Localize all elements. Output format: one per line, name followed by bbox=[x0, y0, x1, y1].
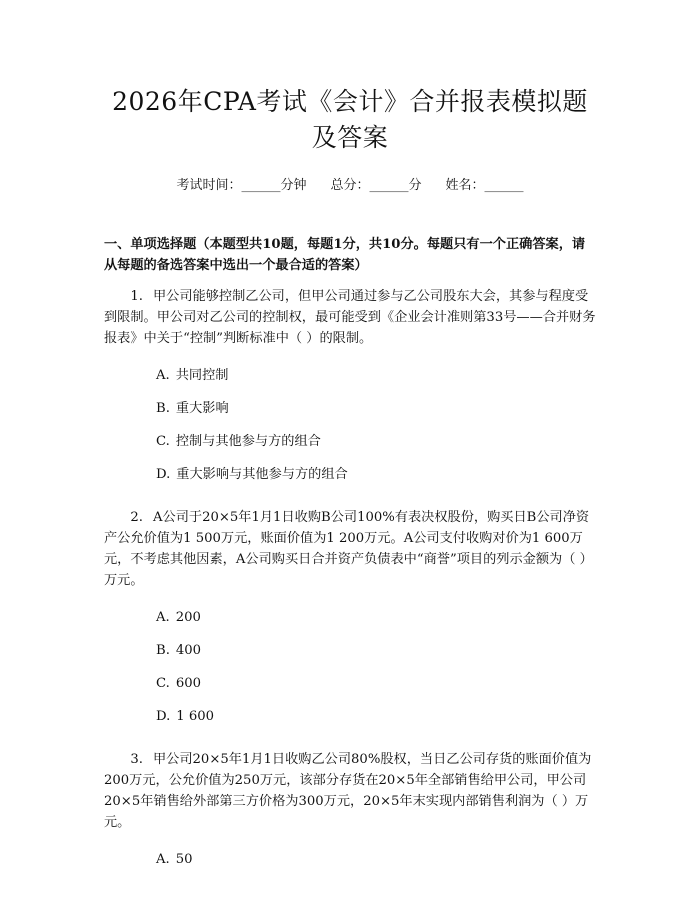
option-d[interactable] bbox=[104, 707, 596, 727]
spacer bbox=[104, 727, 596, 739]
question-text: 甲公司20×5年1月1日收购乙公司80%股权，当日乙公司存货的账面价值为200万元，公允价值为250万元，该部分存货在20×5年全部销售给甲公司，甲公司20×5年销售给外部第三方价格为300万元，20×5年末实现内部销售利润为（ ）万元。 bbox=[104, 752, 592, 830]
option-label: D. bbox=[156, 467, 171, 482]
exam-time: 考试时间：______分钟 bbox=[176, 178, 307, 193]
option-text: 控制与其他参与方的组合 bbox=[175, 434, 321, 449]
option-text: 重大影响与其他参与方的组合 bbox=[176, 467, 348, 482]
option-label: A. bbox=[156, 852, 170, 867]
question-number: 3. bbox=[130, 752, 143, 767]
option-b[interactable] bbox=[104, 399, 596, 419]
option-label: B. bbox=[156, 401, 170, 416]
section-heading: 一、单项选择题（本题型共10题，每题1分，共10分。每题只有一个正确答案，请从每题的备选答案中选出一个最合适的答案） bbox=[104, 237, 586, 273]
option-c[interactable] bbox=[104, 674, 596, 694]
option-label: C. bbox=[156, 434, 170, 449]
option-text: 重大影响 bbox=[175, 401, 229, 416]
exam-name: 姓名：______ bbox=[445, 178, 524, 193]
option-b[interactable] bbox=[104, 641, 596, 661]
option-a[interactable] bbox=[104, 608, 596, 628]
question-text: A公司于20×5年1月1日收购B公司100%有表决权股份，购买日B公司净资产公允价值为1 500万元，账面价值为1 200万元。A公司支付收购对价为1 600万元，不考虑其他因素，A公司购买日合并资产负债表中“商誉”项目的列示金额为（ ）万元。 bbox=[104, 510, 593, 588]
option-a[interactable] bbox=[104, 366, 596, 386]
question-1 bbox=[104, 286, 596, 349]
option-label: B. bbox=[156, 643, 170, 658]
option-d[interactable] bbox=[104, 465, 596, 485]
question-number: 2. bbox=[130, 510, 143, 525]
option-text: 50 bbox=[175, 852, 193, 867]
option-text: 400 bbox=[175, 643, 202, 658]
option-text: 600 bbox=[175, 676, 201, 691]
question-3-options bbox=[104, 850, 596, 870]
document-title: 2026年CPA考试《会计》合并报表模拟题及答案 bbox=[112, 87, 588, 152]
question-number: 1. bbox=[130, 289, 143, 304]
option-text: 200 bbox=[175, 610, 201, 625]
option-label: C. bbox=[156, 676, 170, 691]
question-2-options bbox=[104, 608, 596, 727]
option-label: A. bbox=[156, 610, 170, 625]
option-label: A. bbox=[156, 368, 170, 383]
option-c[interactable] bbox=[104, 432, 596, 452]
option-text: 共同控制 bbox=[175, 368, 229, 383]
option-text: 1 600 bbox=[176, 709, 215, 724]
option-label: D. bbox=[156, 709, 171, 724]
question-2 bbox=[104, 507, 596, 591]
spacer bbox=[104, 485, 596, 497]
exam-meta bbox=[104, 176, 596, 196]
question-3 bbox=[104, 749, 596, 833]
question-1-options bbox=[104, 366, 596, 485]
option-a[interactable] bbox=[104, 850, 596, 870]
question-text: 甲公司能够控制乙公司，但甲公司通过参与乙公司股东大会，其参与程度受到限制。甲公司对乙公司的控制权，最可能受到《企业会计准则第33号——合并财务报表》中关于“控制”判断标准中（ ）的限制。 bbox=[104, 289, 596, 346]
exam-score: 总分：______分 bbox=[330, 178, 422, 193]
